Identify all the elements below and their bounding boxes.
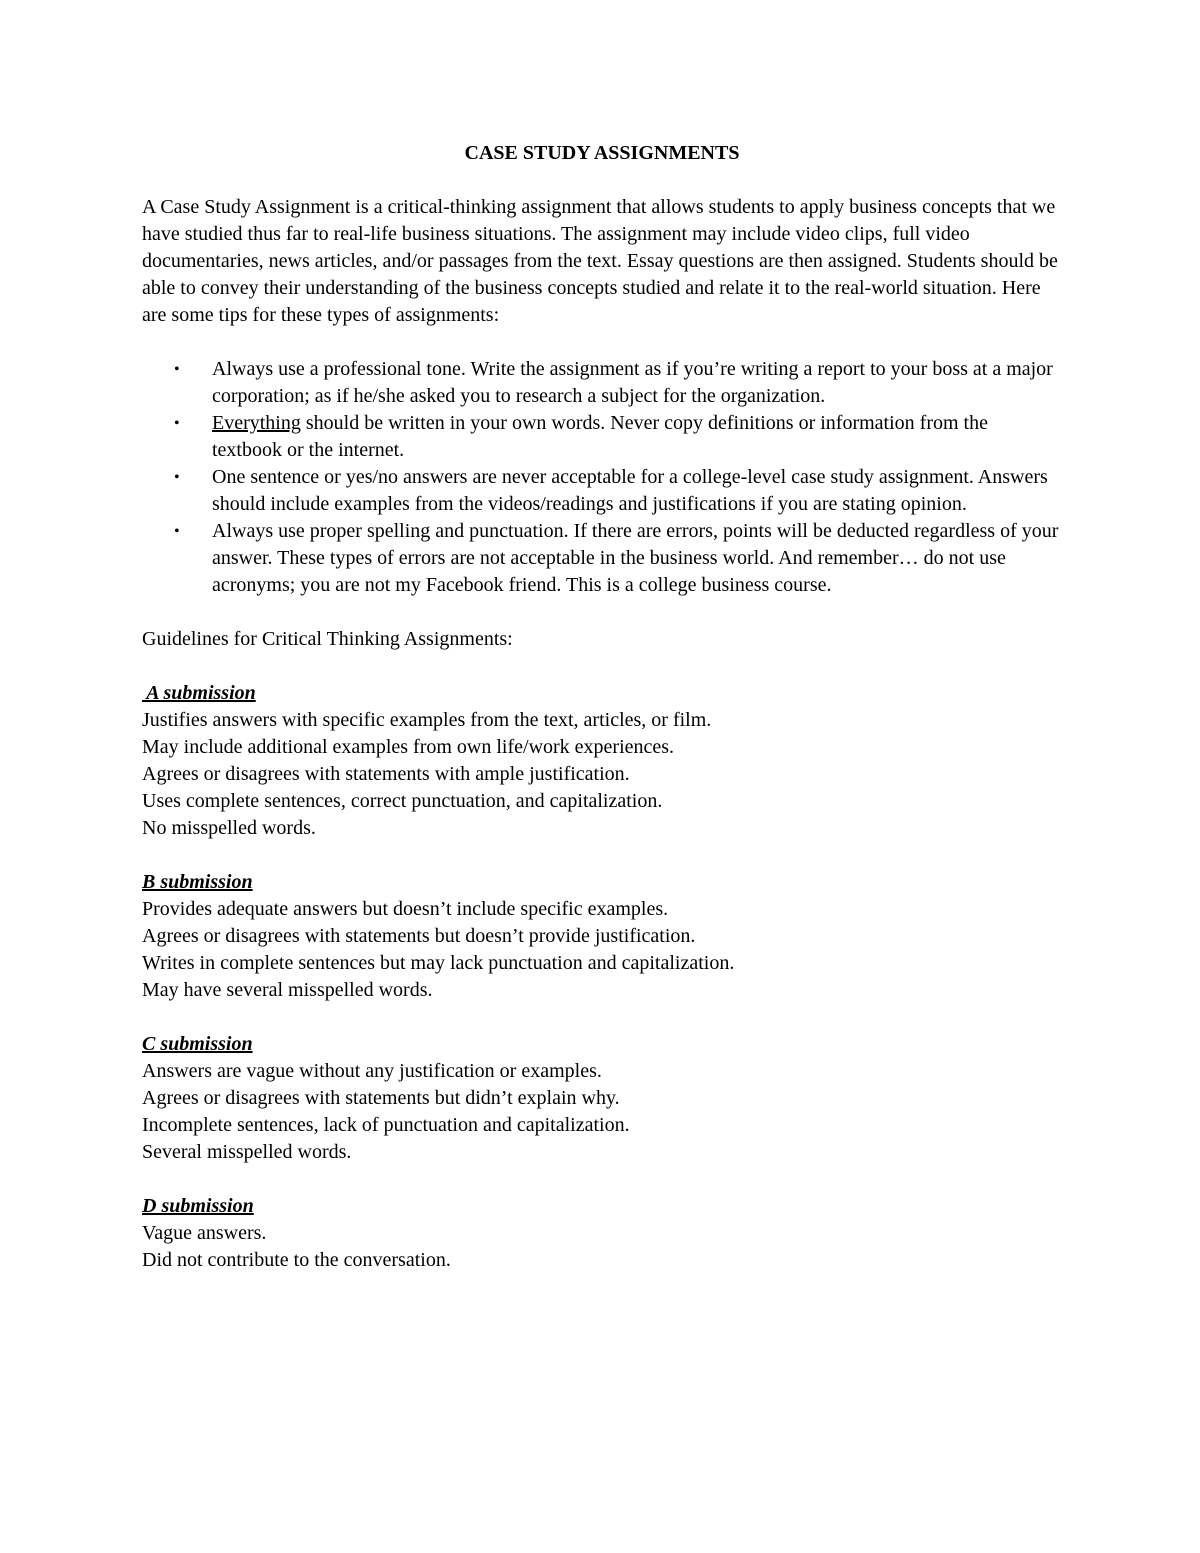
grade-criterion: Justifies answers with specific examples from the text, articles, or film. [142, 709, 712, 731]
grade-section-c [142, 1031, 1062, 1166]
grade-heading: D submission [142, 1195, 254, 1217]
tip-text: Always use a professional tone. Write the assignment as if you’re writing a report to your boss at a major corporation; as if he/she asked you to research a subject for the organization. [212, 358, 1053, 407]
grade-section-b [142, 869, 1062, 1004]
grade-criterion: Agrees or disagrees with statements with ample justification. [142, 763, 630, 785]
grade-section-a [142, 680, 1062, 842]
tip-item [142, 410, 1062, 464]
grade-heading: B submission [142, 871, 253, 893]
bullet-icon: • [174, 415, 180, 432]
tip-item [142, 518, 1062, 599]
guidelines-heading: Guidelines for Critical Thinking Assignments: [142, 628, 513, 650]
grade-criterion: Answers are vague without any justification or examples. [142, 1060, 602, 1082]
grade-criterion: Incomplete sentences, lack of punctuation and capitalization. [142, 1114, 630, 1136]
grade-criterion: Writes in complete sentences but may lack punctuation and capitalization. [142, 952, 735, 974]
grade-heading: C submission [142, 1033, 253, 1055]
grade-criterion: Agrees or disagrees with statements but didn’t explain why. [142, 1087, 620, 1109]
grade-criterion: Provides adequate answers but doesn’t include specific examples. [142, 898, 669, 920]
grade-criterion: Vague answers. [142, 1222, 267, 1244]
tips-list [142, 356, 1062, 599]
tip-text: One sentence or yes/no answers are never acceptable for a college-level case study assignment. Answers should include examples from the videos/readings and justifications if you are stating opinion. [212, 466, 1048, 515]
document-title: CASE STUDY ASSIGNMENTS [464, 142, 740, 164]
bullet-icon: • [174, 523, 180, 540]
bullet-icon: • [174, 469, 180, 486]
grade-criterion: Agrees or disagrees with statements but doesn’t provide justification. [142, 925, 696, 947]
grade-criterion: Several misspelled words. [142, 1141, 352, 1163]
grade-criterion: No misspelled words. [142, 817, 316, 839]
tip-item [142, 356, 1062, 410]
grade-criterion: May have several misspelled words. [142, 979, 433, 1001]
grade-criterion: May include additional examples from own life/work experiences. [142, 736, 675, 758]
tip-text: should be written in your own words. Never copy definitions or information from the textbook or the internet. [212, 412, 988, 461]
tip-emphasis: Everything [212, 412, 301, 434]
intro-paragraph: A Case Study Assignment is a critical-thinking assignment that allows students to apply business concepts that we have studied thus far to real-life business situations. The assignment may include video clips, full video documentaries, news articles, and/or passages from the text. Essay questions are then assigned. Students should be able to convey their understanding of the business concepts studied and relate it to the real-world situation. Here are some tips for these types of assignments: [142, 196, 1058, 326]
tip-item [142, 464, 1062, 518]
grade-section-d [142, 1193, 1062, 1274]
tip-text: Always use proper spelling and punctuation. If there are errors, points will be deducted regardless of your answer. These types of errors are not acceptable in the business world. And remember… do not use acronyms; you are not my Facebook friend. This is a college business course. [212, 520, 1059, 596]
document-page [142, 140, 1062, 1301]
grade-criterion: Did not contribute to the conversation. [142, 1249, 451, 1271]
grade-heading: A submission [142, 682, 256, 704]
bullet-icon: • [174, 361, 180, 378]
grade-criterion: Uses complete sentences, correct punctuation, and capitalization. [142, 790, 663, 812]
